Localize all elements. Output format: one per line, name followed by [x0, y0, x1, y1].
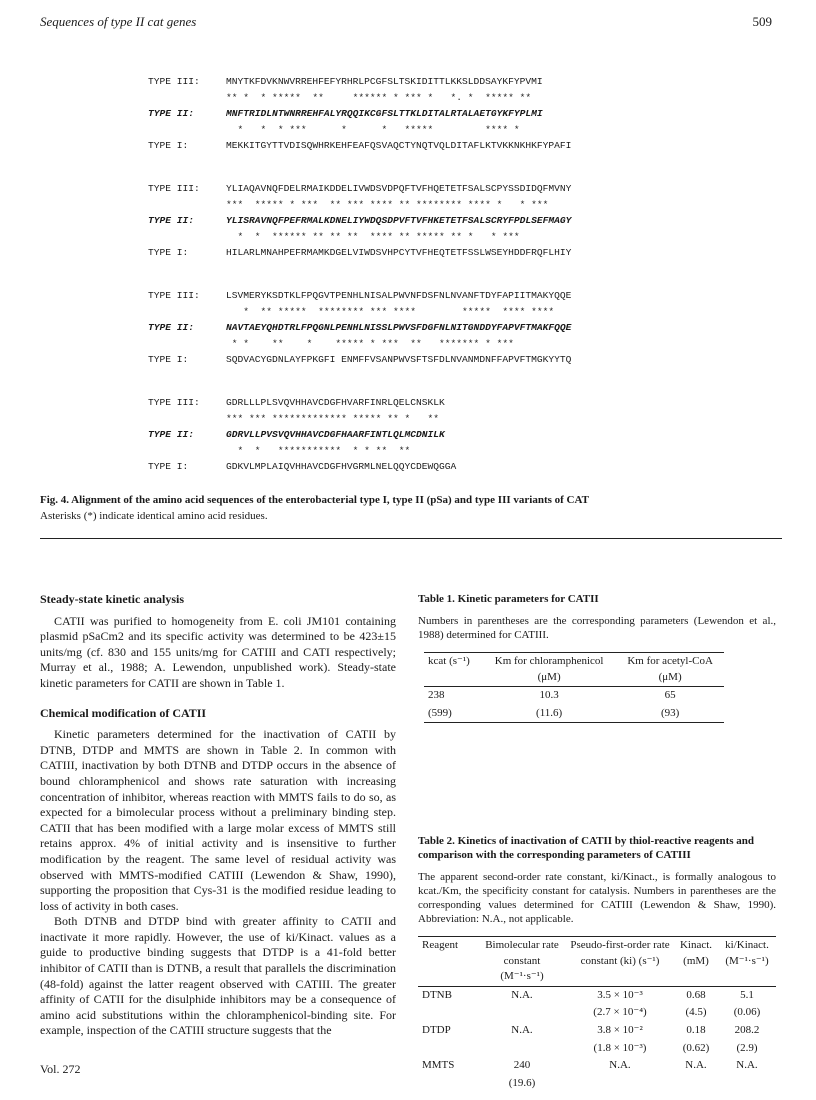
table-cell [418, 1075, 478, 1093]
table1-header: Km for chloramphenicol (μM) [494, 655, 604, 683]
table1-note: Numbers in parentheses are the corresponding parameters (Lewendon et al., 1988) determined for CATIII. [418, 615, 776, 641]
paragraph-modification-2: Both DTNB and DTDP bind with greater affinity to CATII and inactivate it more rapidly. However, the use of ki/Kinact. values as a guide to productive binding suggests that DTDP is a 41-fold better inhibitor of CATII than is DTNB, a result that parallels the discrimination (48-fold) against the latter reagent observed with CATIII. The greater affinity of CATII for the disulphide inhibitors may be a consequence of amino acid substitutions within the chloramphenicol-binding site. For example, inspection of the CATIII structure suggests that the [40, 914, 396, 1038]
sequence-label: TYPE II: [148, 108, 195, 119]
sequence-row [148, 290, 571, 301]
table-cell [418, 1040, 478, 1058]
sequence-text: GDRVLLPVSVQVHHAVCDGFHAARFINTLQLMCDNILK [226, 429, 445, 440]
sequence-text: MNFTRIDLNTWNRREHFALYRQQIKCGFSLTTKLDITALRTALAETGYKFYPLMI [226, 108, 543, 119]
section-title-modification: Chemical modification of CATII [40, 705, 207, 720]
table2 [418, 936, 776, 1092]
sequence-row [148, 461, 456, 472]
table-cell: N.A. [609, 1059, 631, 1072]
table-cell: 65 [664, 689, 676, 702]
table2-header: ki/Kinact. (M⁻¹·s⁻¹) [725, 939, 769, 967]
table-row [418, 986, 776, 1004]
table-cell: 3.5 × 10⁻³ [597, 988, 643, 1001]
table-row [424, 705, 724, 723]
table-cell [718, 1075, 776, 1093]
sequence-label: TYPE III: [148, 397, 200, 408]
identity-stars: *** ***** * *** ** *** **** ** ******** **** * * *** [226, 199, 549, 210]
sequence-label: TYPE I: [148, 247, 189, 258]
sequence-text: GDRLLLPLSVQVHHAVCDGFHVARFINRLQELCNSKLK [226, 397, 445, 408]
sequence-label: TYPE III: [148, 76, 200, 87]
sequence-label: TYPE II: [148, 322, 195, 333]
sequence-row [148, 322, 571, 333]
table2-block [418, 834, 776, 1092]
table-row [418, 1040, 776, 1058]
table-cell: DTNB [422, 988, 452, 1001]
identity-stars: * * ****** ** ** ** **** ** ***** ** * * *** [226, 231, 520, 242]
paragraph-modification-1: Kinetic parameters determined for the inactivation of CATII by DTNB, DTDP and MMTS are shown in Table 2. In common with CATIII, inactivation by both DTNB and DTDP occurs in the absence of bound chloramphenicol and shows rate saturation with increasing concentration of inhibitor, whereas reaction with MMTS fails to do so, as expected for a bimolecular process without a preliminary binding step. CATII that has been modified with a large molar excess of MMTS still retains approx. 4% of initial activity and is insensitive to further modification by the reagent. The same level of residual activity was observed with MMTS-modified CATIII (Lewendon & Shaw, 1990), supporting the proposition that Cys-31 is the modified residue leading to loss of activity in both cases. [40, 727, 396, 913]
sequence-label: TYPE III: [148, 290, 200, 301]
paragraph-kinetics: CATII was purified to homogeneity from E. coli JM101 containing plasmid pSaCm2 and its specific activity was determined to be 423±15 units/mg (cf. 830 and 155 units/mg for CATIII and CATI respectively; Murray et al., 1988; A. Lewendon, unpublished work). Steady-state kinetic parameters for CATII are shown in Table 1. [40, 613, 396, 690]
table-cell: 0.18 [686, 1023, 706, 1036]
sequence-text: YLIAQAVNQFDELRMAIKDDELIVWDSVDPQFTVFHQETETFSALSCPYSSDIDQFMVNY [226, 183, 572, 194]
table-row [424, 687, 724, 705]
divider [40, 538, 782, 539]
sequence-label: TYPE II: [148, 429, 195, 440]
sequence-row [148, 354, 571, 365]
table-cell: (599) [428, 706, 452, 719]
table-cell: 238 [428, 689, 445, 702]
table-cell: (93) [660, 706, 680, 719]
sequence-row [148, 397, 445, 408]
table-cell: (19.6) [508, 1076, 536, 1089]
identity-stars: * * *********** * * ** ** [226, 445, 411, 456]
table-row [418, 1057, 776, 1075]
table1-header: Km for acetyl-CoA (μM) [627, 655, 713, 683]
sequence-row [148, 108, 543, 119]
identity-stars: * * * *** * * ***** **** * [226, 124, 520, 135]
table-cell: N.A. [736, 1059, 758, 1072]
left-column [40, 592, 396, 1039]
table-cell: 5.1 [740, 988, 754, 1001]
table1 [424, 652, 724, 723]
table-cell: (4.5) [685, 1006, 707, 1019]
table-cell: (0.62) [682, 1041, 710, 1054]
table1-block [418, 592, 776, 723]
table-row [418, 1075, 776, 1093]
table2-caption: Table 2. Kinetics of inactivation of CATII by thiol-reactive reagents and comparison with the corresponding parameters of CATIII [418, 835, 755, 861]
sequence-text: NAVTAEYQHDTRLFPQGNLPENHLNISSLPWVSFDGFNLNITGNDDYFAPVFTMAKFQQE [226, 322, 572, 333]
figure-caption-title: Fig. 4. Alignment of the amino acid sequences of the enterobacterial type I, type II (pSa) and type III variants of CAT [40, 494, 589, 506]
identity-stars: * ** ***** ******** *** **** ***** **** **** [226, 306, 555, 317]
sequence-label: TYPE I: [148, 461, 189, 472]
table-cell [418, 1004, 478, 1022]
sequence-text: MEKKITGYTTVDISQWHRKEHFEAFQSVAQCTYNQTVQLDITAFLKTVKKNKHKFYPAFI [226, 140, 572, 151]
sequence-label: TYPE I: [148, 354, 189, 365]
table-cell [478, 1040, 566, 1058]
running-title: Sequences of type II cat genes [40, 14, 197, 29]
sequence-label: TYPE II: [148, 215, 195, 226]
table-cell [566, 1075, 674, 1093]
table-row [418, 1022, 776, 1040]
sequence-text: YLISRAVNQFPEFRMALKDNELIYWDQSDPVFTVFHKETETFSALSCRYFPDLSEFMAGY [226, 215, 572, 226]
page-number: 509 [752, 14, 772, 29]
sequence-row [148, 247, 571, 258]
identity-stars: * * ** * ***** * *** ** ******* * *** [226, 338, 514, 349]
table2-header: Kinact. (mM) [679, 939, 713, 967]
table-cell: (0.06) [733, 1006, 761, 1019]
identity-stars: ** * * ***** ** ****** * *** * *. * ***** ** [226, 92, 532, 103]
sequence-label: TYPE III: [148, 183, 200, 194]
table-cell [478, 1004, 566, 1022]
table-cell: N.A. [511, 988, 533, 1001]
sequence-text: HILARLMNAHPEFRMAMKDGELVIWDSVHPCYTVFHEQTETFSSLWSEYHDDFRQFLHIY [226, 247, 572, 258]
table-cell: (2.9) [736, 1041, 758, 1054]
volume-footer: Vol. 272 [40, 1062, 81, 1076]
table2-header: Reagent [422, 939, 459, 951]
table-cell: 240 [513, 1059, 531, 1072]
table1-caption: Table 1. Kinetic parameters for CATII [418, 593, 599, 605]
table-cell: 208.2 [734, 1023, 760, 1036]
identity-stars: *** *** ************* ***** ** * ** [226, 413, 440, 424]
table-cell: N.A. [685, 1059, 707, 1072]
table2-header: Bimolecular rate constant (M⁻¹·s⁻¹) [485, 939, 559, 983]
sequence-text: MNYTKFDVKNWVRREHFEFYRHRLPCGFSLTSKIDITTLKKSLDDSAYKFYPVMI [226, 76, 543, 87]
sequence-row [148, 76, 543, 87]
table-row [418, 1004, 776, 1022]
figure-caption [40, 494, 780, 522]
table-cell [674, 1075, 718, 1093]
table-cell: N.A. [511, 1023, 533, 1036]
table-cell: (11.6) [536, 706, 563, 719]
table-cell: 3.8 × 10⁻² [597, 1023, 643, 1036]
sequence-text: GDKVLMPLAIQVHHAVCDGFHVGRMLNELQQYCDEWQGGA [226, 461, 457, 472]
table2-note: The apparent second-order rate constant, ki/Kinact., is formally analogous to kcat./Km, the specificity constant for catalysis. Numbers in parentheses are the corresponding values determined for CATIII (Lewendon & Shaw, 1990). Abbreviation: N.A., not applicable. [418, 871, 776, 925]
table1-header: kcat (s⁻¹) [428, 655, 470, 667]
sequence-label: TYPE I: [148, 140, 189, 151]
table-cell: 0.68 [686, 988, 706, 1001]
sequence-text: LSVMERYKSDTKLFPQGVTPENHLNISALPWVNFDSFNLNVANFTDYFAPIITMAKYQQE [226, 290, 572, 301]
table2-header: Pseudo-first-order rate constant (ki) (s⁻¹) [570, 939, 670, 967]
sequence-text: SQDVACYGDNLAYFPKGFI ENMFFVSANPWVSFTSFDLNVANMDNFFAPVFTMGKYYTQ [226, 354, 572, 365]
table-cell: DTDP [422, 1023, 451, 1036]
table-cell: 10.3 [539, 689, 559, 702]
figure-caption-note: Asterisks (*) indicate identical amino acid residues. [40, 510, 268, 522]
table-cell: (2.7 × 10⁻⁴) [593, 1006, 647, 1019]
sequence-row [148, 140, 571, 151]
table-cell: (1.8 × 10⁻³) [593, 1041, 647, 1054]
sequence-row [148, 429, 445, 440]
table-cell: MMTS [422, 1059, 455, 1072]
sequence-row [148, 215, 571, 226]
sequence-row [148, 183, 571, 194]
section-title-kinetics: Steady-state kinetic analysis [40, 592, 184, 606]
